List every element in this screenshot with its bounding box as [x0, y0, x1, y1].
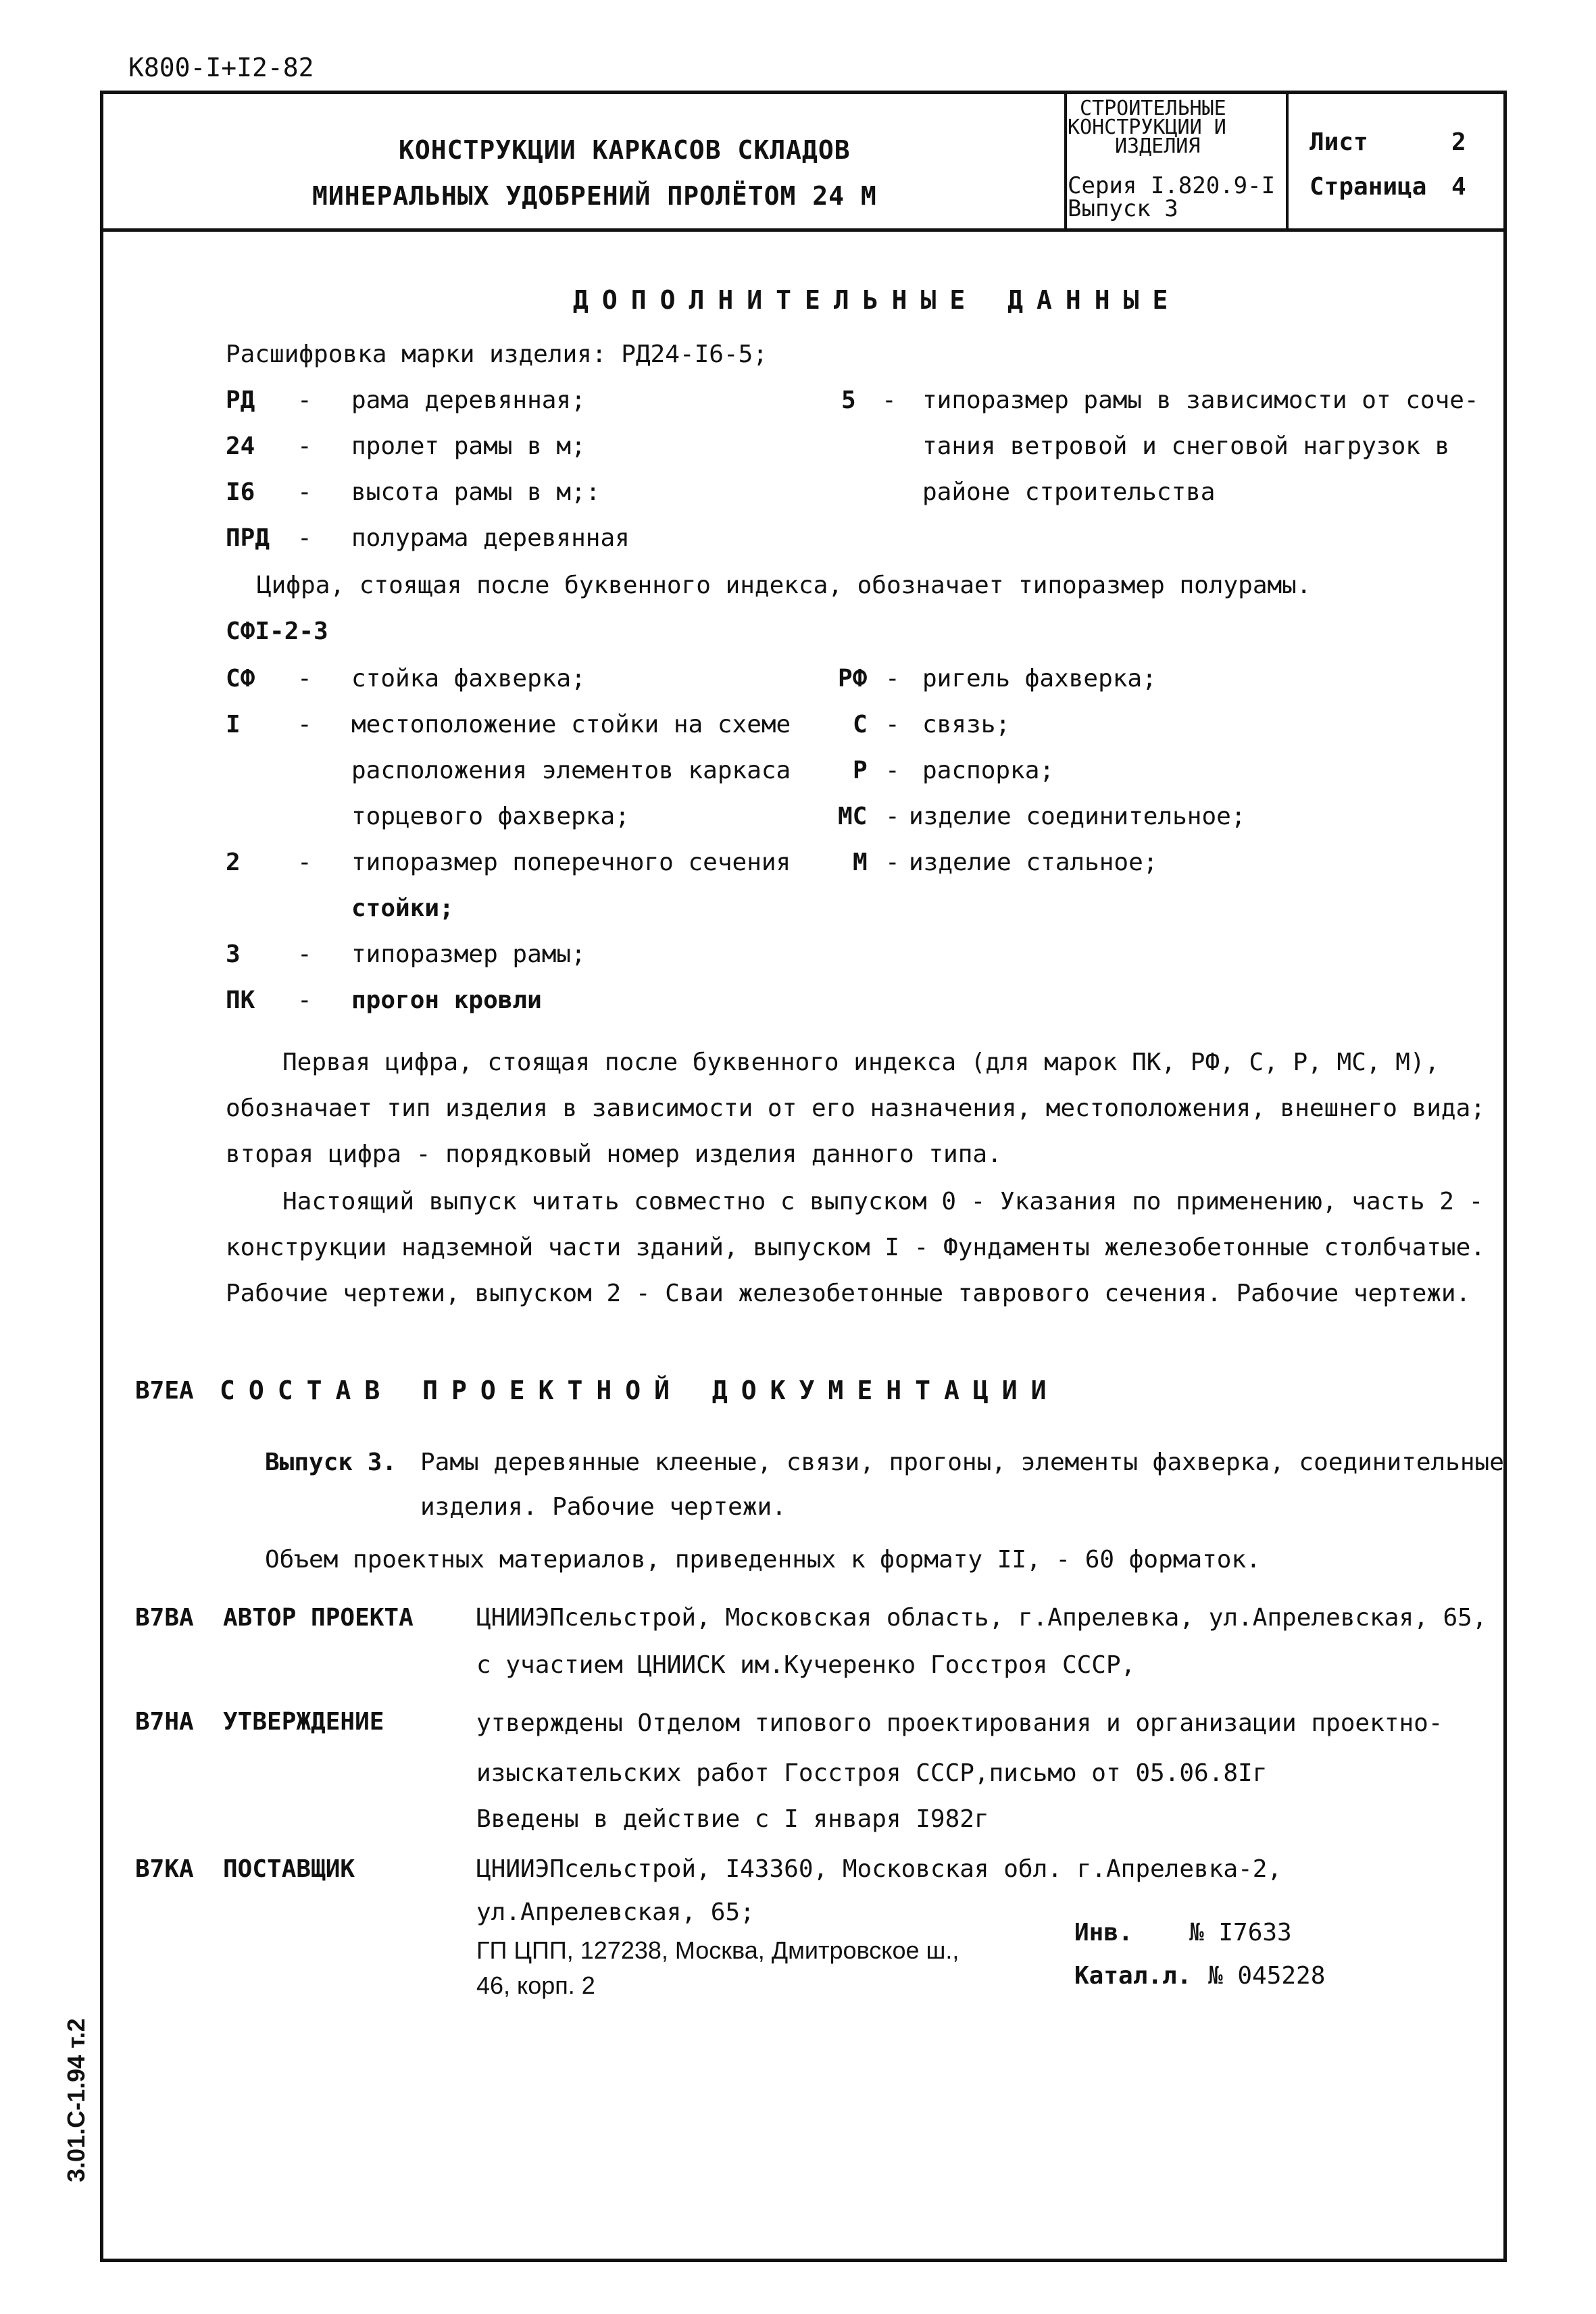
mark-dash: -: [885, 711, 900, 738]
paragraph1-line2: обозначает тип изделия в зависимости от его назначения, местоположения, внешнего вида;: [226, 1095, 1485, 1122]
supplier-line2: ул.Апрелевская, 65;: [476, 1898, 755, 1926]
mark-dash: -: [885, 849, 900, 876]
composition-issue-line2: изделия. Рабочие чертежи.: [420, 1493, 787, 1521]
page-value: 4: [1451, 173, 1466, 201]
catalog-value: № 045228: [1208, 1962, 1326, 1990]
document-code: К800-I+I2-82: [128, 53, 314, 82]
decoding-code-rd: РД: [226, 386, 255, 414]
decoding-intro: Расшифровка марки изделия: РД24-I6-5;: [226, 341, 768, 368]
header-category-line2: КОНСТРУКЦИИ И: [1068, 116, 1226, 139]
mark-code-3: 3: [226, 940, 241, 968]
approval-line3: Введены в действие с I января I982г: [476, 1805, 989, 1833]
decoding-dash: -: [297, 386, 312, 414]
header-bottom-line: [100, 228, 1507, 232]
mark-text: типоразмер рамы;: [351, 940, 586, 968]
author-label: АВТОР ПРОЕКТА: [223, 1604, 414, 1632]
mark-dash: -: [885, 803, 900, 830]
paragraph2-line3: Рабочие чертежи, выпуском 2 - Сваи железобетонные таврового сечения. Рабочие чертежи.: [226, 1280, 1471, 1307]
header-issue: Выпуск 3: [1068, 195, 1178, 222]
page-label: Страница: [1310, 173, 1427, 201]
paragraph2-line2: конструкции надземной части зданий, выпуском I - Фундаменты железобетонные столбчатые.: [226, 1234, 1485, 1261]
mark-code-rf: РФ: [838, 665, 868, 693]
mark-code-ms: МС: [838, 803, 868, 830]
decoding-code-prd: ПРД: [226, 524, 270, 552]
decoding-right-line1: типоразмер рамы в зависимости от соче-: [922, 386, 1479, 414]
mark-text: местоположение стойки на схеме: [351, 711, 791, 738]
sheet-value: 2: [1451, 128, 1466, 156]
decoding-text: полурама деревянная: [351, 524, 630, 552]
decoding-code-5: 5: [841, 386, 856, 414]
inventory-value: № I7633: [1189, 1919, 1292, 1946]
decoding-code-24: 24: [226, 432, 255, 460]
inventory-label: Инв.: [1074, 1919, 1133, 1946]
mark-text: распорка;: [922, 757, 1055, 784]
composition-issue-line1: Рамы деревянные клееные, связи, прогоны, элементы фахверка, соединительные: [420, 1449, 1504, 1476]
mark-code-s: С: [853, 711, 868, 738]
paragraph1-line3: вторая цифра - порядковый номер изделия данного типа.: [226, 1140, 1002, 1168]
mark-text: стойки;: [351, 895, 454, 922]
supplier-line4: 46, корп. 2: [476, 1971, 595, 1999]
decoding-dash: -: [882, 386, 897, 414]
mark-code-pk: ПК: [226, 986, 255, 1014]
decoding-dash: -: [297, 478, 312, 506]
decoding-text: высота рамы в м;:: [351, 478, 601, 506]
decoding-code-16: I6: [226, 478, 255, 506]
supplier-label: ПОСТАВЩИК: [223, 1855, 355, 1883]
composition-code: В7ЕА: [135, 1377, 194, 1405]
approval-line2: изыскательских работ Госстроя СССР,письмо от 05.06.8Iг: [476, 1759, 1268, 1787]
header-series: Серия I.820.9-I: [1068, 172, 1276, 199]
composition-title: СОСТАВ ПРОЕКТНОЙ ДОКУМЕНТАЦИИ: [220, 1376, 1060, 1405]
supplier-line3: ГП ЦПП, 127238, Москва, Дмитровское ш.,: [476, 1936, 959, 1964]
mark-text: ригель фахверка;: [922, 665, 1157, 693]
mark-dash: -: [297, 940, 312, 968]
catalog-label: Катал.л.: [1074, 1962, 1192, 1990]
side-stamp: 3.01.С-1.94 т.2: [62, 2018, 90, 2182]
approval-line1: утверждены Отделом типового проектирования и организации проектно-: [476, 1709, 1443, 1737]
header-divider-1: [1064, 91, 1067, 230]
decoding-text: пролет рамы в м;: [351, 432, 586, 460]
header-title-line2: МИНЕРАЛЬНЫХ УДОБРЕНИЙ ПРОЛЁТОМ 24 М: [312, 181, 877, 211]
mark-code-r: Р: [853, 757, 868, 784]
paragraph2-line1: Настоящий выпуск читать совместно с выпуском 0 - Указания по применению, часть 2 -: [282, 1188, 1484, 1215]
supplier-code: В7КА: [135, 1855, 194, 1883]
header-category-line1: СТРОИТЕЛЬНЫЕ: [1080, 97, 1226, 120]
author-line2: с участием ЦНИИСК им.Кучеренко Госстроя СССР,: [476, 1651, 1136, 1679]
mark-text: изделие соединительное;: [909, 803, 1246, 830]
paragraph1-line1: Первая цифра, стоящая после буквенного индекса (для марок ПК, РФ, С, Р, МС, М),: [282, 1049, 1440, 1076]
composition-volume: Объем проектных материалов, приведенных к формату II, - 60 форматок.: [265, 1546, 1261, 1574]
mark-dash: -: [885, 665, 900, 693]
mark-code-m: М: [853, 849, 868, 876]
mark-dash: -: [885, 757, 900, 784]
mark-text: изделие стальное;: [909, 849, 1158, 876]
approval-label: УТВЕРЖДЕНИЕ: [223, 1708, 384, 1736]
mark-code-2: 2: [226, 849, 241, 876]
mark-text: торцевого фахверка;: [351, 803, 630, 830]
decoding-dash: -: [297, 432, 312, 460]
mark-text: стойка фахверка;: [351, 665, 586, 693]
mark-code-1: I: [226, 711, 241, 738]
example-mark: СФI-2-3: [226, 618, 328, 645]
mark-code-sf: СФ: [226, 665, 255, 693]
sheet-label: Лист: [1310, 128, 1368, 156]
decoding-text: рама деревянная;: [351, 386, 586, 414]
decoding-right-line2: тания ветровой и снеговой нагрузок в: [922, 432, 1450, 460]
digit-note: Цифра, стоящая после буквенного индекса, обозначает типоразмер полурамы.: [257, 572, 1312, 599]
supplier-line1: ЦНИИЭПсельстрой, I43360, Московская обл. г.Апрелевка-2,: [476, 1855, 1282, 1883]
author-line1: ЦНИИЭПсельстрой, Московская область, г.Апрелевка, ул.Апрелевская, 65,: [476, 1604, 1487, 1632]
header-category-line3: ИЗДЕЛИЯ: [1115, 134, 1201, 158]
mark-text: расположения элементов каркаса: [351, 757, 791, 784]
section-title: ДОПОЛНИТЕЛЬНЫЕ ДАННЫЕ: [573, 285, 1182, 315]
mark-dash: -: [297, 986, 312, 1014]
mark-dash: -: [297, 665, 312, 693]
mark-dash: -: [297, 849, 312, 876]
mark-text: связь;: [922, 711, 1011, 738]
mark-text: прогон кровли: [351, 986, 542, 1014]
mark-dash: -: [297, 711, 312, 738]
decoding-dash: -: [297, 524, 312, 552]
header-title-line1: КОНСТРУКЦИИ КАРКАСОВ СКЛАДОВ: [399, 135, 851, 165]
mark-text: типоразмер поперечного сечения: [351, 849, 791, 876]
header-divider-2: [1286, 91, 1289, 230]
approval-code: В7НА: [135, 1708, 194, 1736]
author-code: В7ВА: [135, 1604, 194, 1632]
composition-issue-label: Выпуск 3.: [265, 1449, 397, 1476]
decoding-right-line3: районе строительства: [922, 478, 1216, 506]
